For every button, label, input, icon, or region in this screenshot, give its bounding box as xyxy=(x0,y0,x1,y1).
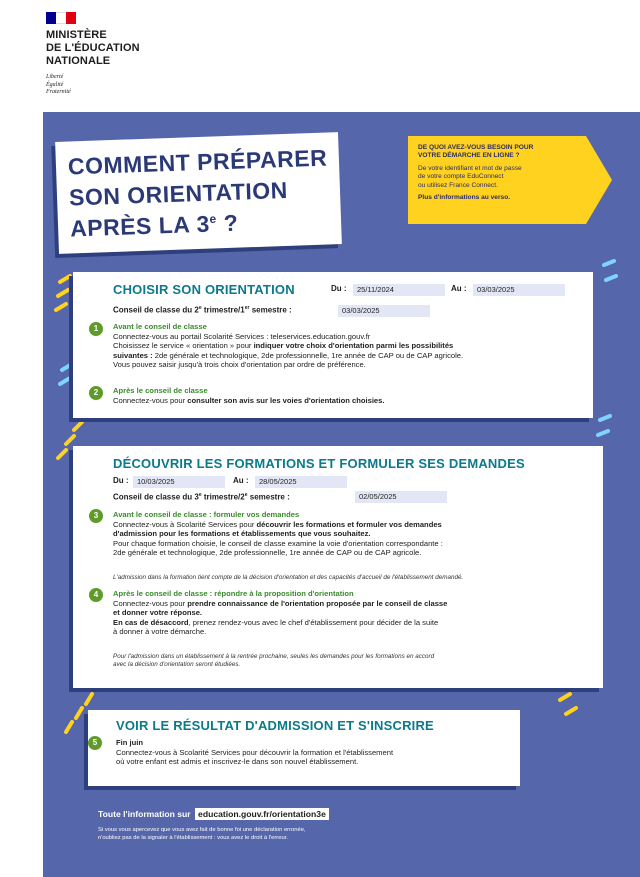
au-date-field: 28/05/2025 xyxy=(255,476,347,488)
section-decouvrir-formations xyxy=(73,446,603,688)
step-number: 5 xyxy=(88,736,102,750)
step-title: Avant le conseil de classe xyxy=(113,322,207,331)
error-notice: Si vous vous apercevez que vous avez fait de bonne foi une déclaration erronée, n'oubliez pas de la signaler à l'établissement : vous avez le droit à l'erreur. xyxy=(98,827,306,841)
step-body: Connectez-vous pour consulter son avis sur les voies d'orientation choisies. xyxy=(113,396,385,405)
step-body: Connectez-vous à Scolarité Services pour découvrir les formations et formuler vos demandes d'admission pour les formations et établissements que vous souhaitez. Pour chaque formation choisie, le conseil de classe examine la voie d'orientation correspondante : 2de générale et technologique, 2de professionnelle, 1re année de CAP ou de CAP agricole. xyxy=(113,520,443,557)
au-label: Au : xyxy=(451,284,467,293)
du-date-field: 10/03/2025 xyxy=(133,476,225,488)
conseil-date-field: 02/05/2025 xyxy=(355,491,447,503)
title-line2: SON ORIENTATION xyxy=(68,176,289,211)
orientation-link[interactable]: education.gouv.fr/orientation3e xyxy=(195,808,329,820)
conseil-date-field: 03/03/2025 xyxy=(338,305,430,317)
au-label: Au : xyxy=(233,476,249,485)
conseil-label: Conseil de classe du 2e trimestre/1er semestre : xyxy=(113,305,292,315)
step-number: 1 xyxy=(89,322,103,336)
requirements-callout: DE QUOI AVEZ-VOUS BESOIN POUR VOTRE DÉMARCHE EN LIGNE ? De votre identifiant et mot de passe de votre compte EduConnect ou utilisez France Connect. Plus d'informations au verso. xyxy=(408,136,586,224)
step-number: 2 xyxy=(89,386,103,400)
ministry-name: MINISTÈRE DE L'ÉDUCATION NATIONALE xyxy=(46,29,140,67)
du-label: Du : xyxy=(331,284,347,293)
step-note: L'admission dans la formation tient compte de la décision d'orientation et des capacités d'accueil de l'établissement demandé. xyxy=(113,574,464,581)
du-date-field: 25/11/2024 xyxy=(353,284,445,296)
step-body: Connectez-vous à Scolarité Services pour découvrir la formation et l'établissement où votre enfant est admis et inscrivez-le dans son nouvel établissement. xyxy=(116,748,394,767)
republique-francaise-flag xyxy=(46,12,76,24)
republic-motto: Liberté Égalité Fraternité xyxy=(46,74,71,95)
step-title: Avant le conseil de classe : formuler vos demandes xyxy=(113,510,300,519)
au-date-field: 03/03/2025 xyxy=(473,284,565,296)
step-body: Connectez-vous pour prendre connaissance de l'orientation proposée par le conseil de classe et donner votre réponse. En cas de désaccord, prenez rendez-vous avec le chef d'établissement pour décider de la suite à donner à votre démarche. xyxy=(113,599,448,636)
section2-title: DÉCOUVRIR LES FORMATIONS ET FORMULER SES DEMANDES xyxy=(113,456,525,471)
step-number: 3 xyxy=(89,509,103,523)
du-label: Du : xyxy=(113,476,129,485)
section-resultat-admission xyxy=(88,710,520,786)
step-title: Après le conseil de classe : répondre à la proposition d'orientation xyxy=(113,589,354,598)
step-note: Pour l'admission dans un établissement à la rentrée prochaine, seules les demandes pour les formations en accord avec la décision d'orientation seront étudiées. xyxy=(113,653,435,669)
step-title: Après le conseil de classe xyxy=(113,386,208,395)
info-line xyxy=(98,804,329,822)
conseil-label: Conseil de classe du 3e trimestre/2e semestre : xyxy=(113,492,290,502)
step-title: Fin juin xyxy=(116,738,143,747)
title-line1: COMMENT PRÉPARER xyxy=(67,144,328,180)
step-body: Connectez-vous au portail Scolarité Services : teleservices.education.gouv.fr Choisissez le service « orientation » pour indiquer votre choix d'orientation parmi les possibilités suivantes : 2de générale et technologique, 2de professionnelle, 1re année de CAP ou de CAP agricole. Vous pouvez saisir jusqu'à trois choix d'orientation par ordre de préférence. xyxy=(113,332,464,369)
main-title-box xyxy=(55,132,342,254)
section3-title: VOIR LE RÉSULTAT D'ADMISSION ET S'INSCRIRE xyxy=(116,718,434,733)
section1-title: CHOISIR SON ORIENTATION xyxy=(113,282,295,297)
section-choisir-orientation xyxy=(73,272,593,418)
info-label: Toute l'information sur xyxy=(98,809,191,819)
step-number: 4 xyxy=(89,588,103,602)
title-line3: APRÈS LA 3e ? xyxy=(69,209,239,242)
